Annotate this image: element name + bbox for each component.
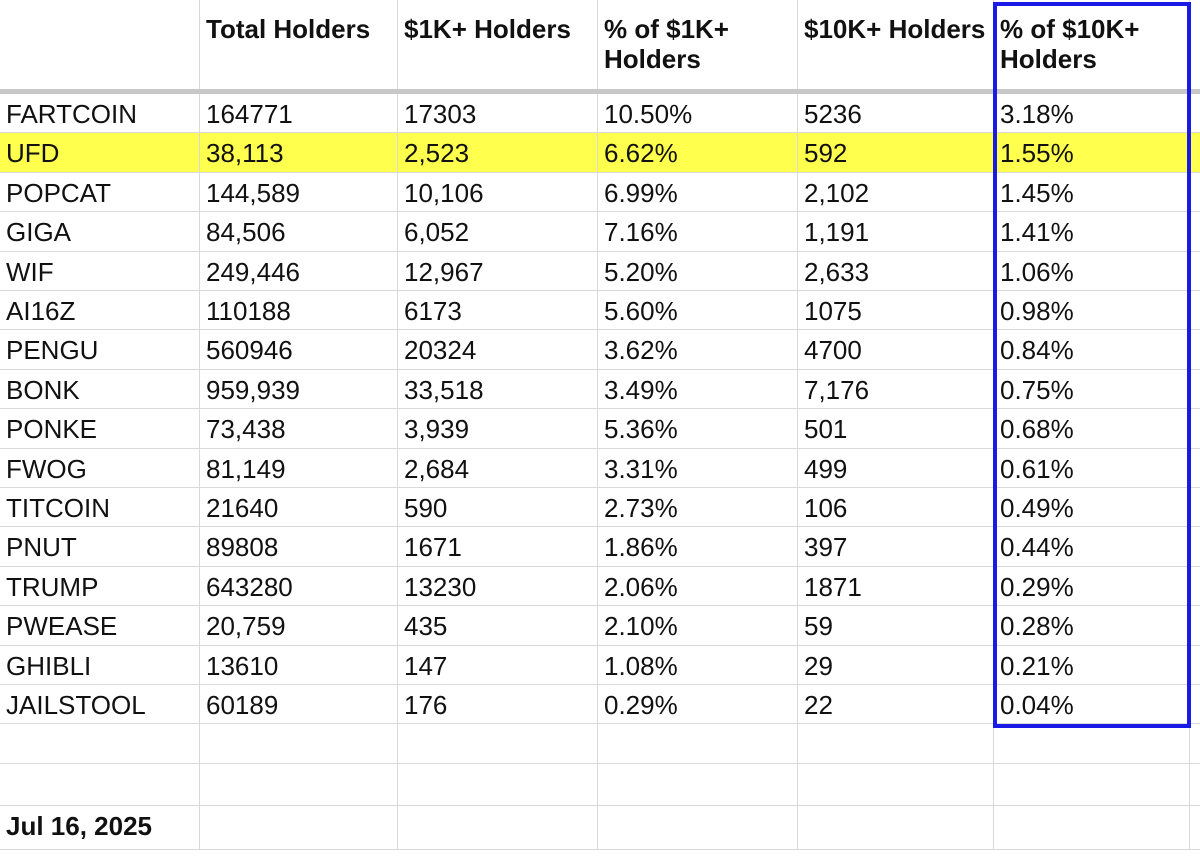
cell-holders-10k[interactable]: 106 (798, 488, 994, 526)
cell-extra[interactable] (1190, 252, 1200, 290)
cell-coin-name[interactable]: PENGU (0, 330, 200, 368)
column-header-holders-1k: $1K+ Holders (398, 0, 598, 89)
cell-pct-10k[interactable]: 0.29% (994, 567, 1190, 605)
cell-coin-name[interactable]: PONKE (0, 409, 200, 447)
cell-holders-10k[interactable]: 397 (798, 527, 994, 565)
cell-total-holders[interactable]: 164771 (200, 94, 398, 132)
cell-extra[interactable] (1190, 567, 1200, 605)
empty-cell[interactable] (994, 724, 1190, 763)
cell-holders-1k[interactable]: 12,967 (398, 252, 598, 290)
table-row (0, 370, 1200, 409)
cell-pct-1k[interactable]: 6.62% (598, 133, 798, 171)
cell-coin-name[interactable]: JAILSTOOL (0, 685, 200, 723)
cell-coin-name[interactable]: POPCAT (0, 173, 200, 211)
cell-coin-name[interactable]: GHIBLI (0, 646, 200, 684)
table-row (0, 567, 1200, 606)
cell-total-holders[interactable]: 144,589 (200, 173, 398, 211)
cell-coin-name[interactable]: FARTCOIN (0, 94, 200, 132)
table-row (0, 488, 1200, 527)
table-row (0, 291, 1200, 330)
column-header-total-holders: Total Holders (200, 0, 398, 89)
cell-pct-10k[interactable]: 1.55% (994, 133, 1190, 171)
cell-total-holders[interactable]: 81,149 (200, 449, 398, 487)
cell-holders-10k[interactable]: 1,191 (798, 212, 994, 250)
empty-cell[interactable] (798, 724, 994, 763)
cell-holders-1k[interactable]: 6173 (398, 291, 598, 329)
cell-pct-10k[interactable]: 1.41% (994, 212, 1190, 250)
empty-cell[interactable] (200, 724, 398, 763)
cell-holders-10k[interactable]: 22 (798, 685, 994, 723)
cell-extra[interactable] (1190, 527, 1200, 565)
table-row (0, 409, 1200, 448)
cell-holders-10k[interactable]: 1871 (798, 567, 994, 605)
cell-pct-10k[interactable]: 0.04% (994, 685, 1190, 723)
cell-holders-1k[interactable]: 6,052 (398, 212, 598, 250)
column-header-holders-10k: $10K+ Holders (798, 0, 994, 89)
cell-total-holders[interactable]: 249,446 (200, 252, 398, 290)
cell-pct-1k[interactable]: 3.62% (598, 330, 798, 368)
empty-cell[interactable] (798, 764, 994, 805)
cell-holders-10k[interactable]: 1075 (798, 291, 994, 329)
empty-cell[interactable] (200, 806, 398, 849)
cell-holders-10k[interactable]: 501 (798, 409, 994, 447)
cell-total-holders[interactable]: 20,759 (200, 606, 398, 644)
empty-row (0, 764, 1200, 806)
cell-holders-1k[interactable]: 20324 (398, 330, 598, 368)
cell-pct-10k[interactable]: 0.84% (994, 330, 1190, 368)
cell-pct-1k[interactable]: 0.29% (598, 685, 798, 723)
cell-pct-10k[interactable]: 0.44% (994, 527, 1190, 565)
empty-cell[interactable] (1190, 724, 1200, 763)
table-row (0, 685, 1200, 724)
column-header-coin-name (0, 0, 200, 89)
empty-cell[interactable] (1190, 764, 1200, 805)
empty-cell[interactable] (1190, 806, 1200, 849)
empty-cell[interactable] (398, 806, 598, 849)
footer-row (0, 806, 1200, 850)
footer-date[interactable]: Jul 16, 2025 (0, 806, 200, 849)
cell-extra[interactable] (1190, 370, 1200, 408)
empty-cell[interactable] (994, 806, 1190, 849)
cell-pct-1k[interactable]: 2.73% (598, 488, 798, 526)
cell-holders-10k[interactable]: 59 (798, 606, 994, 644)
cell-coin-name[interactable]: UFD (0, 133, 200, 171)
cell-extra[interactable] (1190, 133, 1200, 171)
table-row (0, 527, 1200, 566)
cell-pct-1k[interactable]: 1.86% (598, 527, 798, 565)
cell-pct-10k[interactable]: 0.28% (994, 606, 1190, 644)
cell-holders-1k[interactable]: 10,106 (398, 173, 598, 211)
empty-cell[interactable] (598, 764, 798, 805)
cell-pct-1k[interactable]: 5.60% (598, 291, 798, 329)
empty-cell[interactable] (0, 764, 200, 805)
cell-holders-1k[interactable]: 33,518 (398, 370, 598, 408)
cell-pct-10k[interactable]: 0.49% (994, 488, 1190, 526)
cell-holders-1k[interactable]: 147 (398, 646, 598, 684)
cell-pct-10k[interactable]: 3.18% (994, 94, 1190, 132)
cell-extra[interactable] (1190, 409, 1200, 447)
cell-holders-1k[interactable]: 176 (398, 685, 598, 723)
empty-cell[interactable] (398, 764, 598, 805)
cell-total-holders[interactable]: 643280 (200, 567, 398, 605)
cell-coin-name[interactable]: GIGA (0, 212, 200, 250)
column-header-extra (1190, 0, 1200, 89)
cell-extra[interactable] (1190, 212, 1200, 250)
cell-pct-10k[interactable]: 0.75% (994, 370, 1190, 408)
cell-extra[interactable] (1190, 606, 1200, 644)
cell-extra[interactable] (1190, 330, 1200, 368)
cell-coin-name[interactable]: AI16Z (0, 291, 200, 329)
cell-pct-1k[interactable]: 5.36% (598, 409, 798, 447)
cell-total-holders[interactable]: 73,438 (200, 409, 398, 447)
cell-holders-1k[interactable]: 17303 (398, 94, 598, 132)
table-row (0, 606, 1200, 645)
cell-coin-name[interactable]: WIF (0, 252, 200, 290)
cell-total-holders[interactable]: 560946 (200, 330, 398, 368)
cell-total-holders[interactable]: 13610 (200, 646, 398, 684)
empty-row (0, 724, 1200, 764)
cell-pct-1k[interactable]: 6.99% (598, 173, 798, 211)
cell-holders-1k[interactable]: 590 (398, 488, 598, 526)
cell-pct-10k[interactable]: 0.98% (994, 291, 1190, 329)
cell-coin-name[interactable]: TRUMP (0, 567, 200, 605)
cell-total-holders[interactable]: 84,506 (200, 212, 398, 250)
cell-holders-1k[interactable]: 13230 (398, 567, 598, 605)
cell-pct-10k[interactable]: 1.45% (994, 173, 1190, 211)
table-row (0, 252, 1200, 291)
column-header-pct-10k: % of $10K+ Holders (994, 0, 1190, 89)
cell-pct-1k[interactable]: 10.50% (598, 94, 798, 132)
table-row (0, 646, 1200, 685)
cell-extra[interactable] (1190, 94, 1200, 132)
cell-extra[interactable] (1190, 685, 1200, 723)
cell-coin-name[interactable]: PNUT (0, 527, 200, 565)
cell-extra[interactable] (1190, 291, 1200, 329)
cell-holders-10k[interactable]: 4700 (798, 330, 994, 368)
cell-total-holders[interactable]: 959,939 (200, 370, 398, 408)
cell-holders-10k[interactable]: 7,176 (798, 370, 994, 408)
cell-extra[interactable] (1190, 646, 1200, 684)
cell-holders-1k[interactable]: 435 (398, 606, 598, 644)
cell-pct-1k[interactable]: 3.31% (598, 449, 798, 487)
cell-extra[interactable] (1190, 449, 1200, 487)
table-row (0, 133, 1200, 172)
cell-pct-1k[interactable]: 5.20% (598, 252, 798, 290)
cell-pct-1k[interactable]: 2.10% (598, 606, 798, 644)
table-row (0, 330, 1200, 369)
cell-pct-1k[interactable]: 2.06% (598, 567, 798, 605)
table-row (0, 212, 1200, 251)
cell-total-holders[interactable]: 60189 (200, 685, 398, 723)
cell-holders-10k[interactable]: 29 (798, 646, 994, 684)
cell-holders-10k[interactable]: 499 (798, 449, 994, 487)
cell-coin-name[interactable]: TITCOIN (0, 488, 200, 526)
cell-holders-10k[interactable]: 2,102 (798, 173, 994, 211)
column-header-pct-1k: % of $1K+ Holders (598, 0, 798, 89)
cell-pct-1k[interactable]: 1.08% (598, 646, 798, 684)
cell-pct-1k[interactable]: 7.16% (598, 212, 798, 250)
empty-cell[interactable] (994, 764, 1190, 805)
cell-holders-1k[interactable]: 2,523 (398, 133, 598, 171)
cell-extra[interactable] (1190, 488, 1200, 526)
cell-pct-10k[interactable]: 0.68% (994, 409, 1190, 447)
cell-holders-1k[interactable]: 3,939 (398, 409, 598, 447)
header-row (0, 0, 1200, 94)
cell-coin-name[interactable]: BONK (0, 370, 200, 408)
cell-pct-10k[interactable]: 1.06% (994, 252, 1190, 290)
cell-coin-name[interactable]: PWEASE (0, 606, 200, 644)
cell-pct-10k[interactable]: 0.61% (994, 449, 1190, 487)
empty-cell[interactable] (598, 806, 798, 849)
empty-cell[interactable] (398, 724, 598, 763)
empty-cell[interactable] (0, 724, 200, 763)
table-row (0, 449, 1200, 488)
cell-coin-name[interactable]: FWOG (0, 449, 200, 487)
cell-holders-10k[interactable]: 2,633 (798, 252, 994, 290)
cell-holders-10k[interactable]: 592 (798, 133, 994, 171)
cell-pct-10k[interactable]: 0.21% (994, 646, 1190, 684)
empty-cell[interactable] (798, 806, 994, 849)
empty-cell[interactable] (598, 724, 798, 763)
empty-cell[interactable] (200, 764, 398, 805)
cell-total-holders[interactable]: 89808 (200, 527, 398, 565)
cell-holders-1k[interactable]: 2,684 (398, 449, 598, 487)
cell-holders-1k[interactable]: 1671 (398, 527, 598, 565)
cell-holders-10k[interactable]: 5236 (798, 94, 994, 132)
cell-total-holders[interactable]: 21640 (200, 488, 398, 526)
table-row (0, 173, 1200, 212)
cell-total-holders[interactable]: 38,113 (200, 133, 398, 171)
table-row (0, 94, 1200, 133)
cell-extra[interactable] (1190, 173, 1200, 211)
cell-total-holders[interactable]: 110188 (200, 291, 398, 329)
cell-pct-1k[interactable]: 3.49% (598, 370, 798, 408)
